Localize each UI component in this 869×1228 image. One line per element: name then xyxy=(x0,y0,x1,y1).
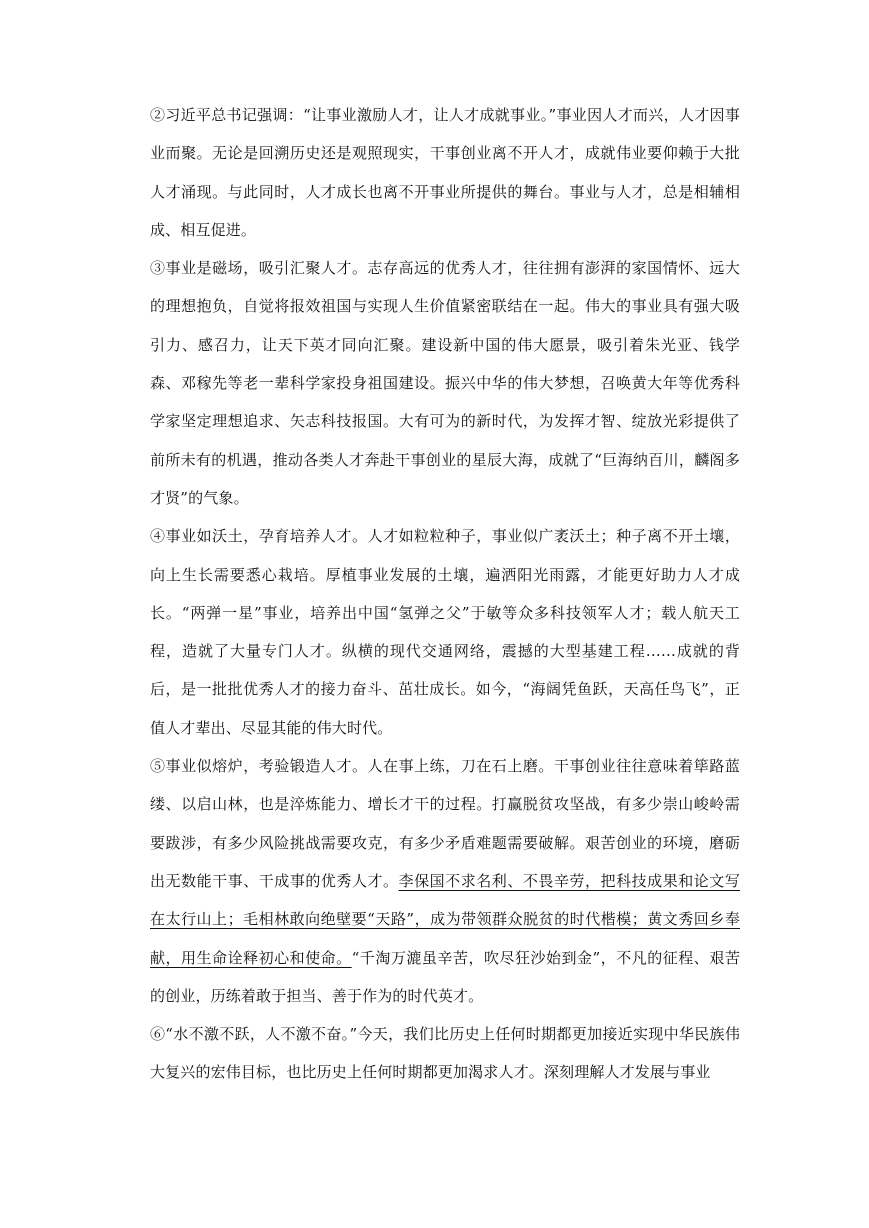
paragraph-4-text: ④事业如沃土，孕育培养人才。人才如粒粒种子，事业似广袤沃土；种子离不开土壤，向上生长需要悉心栽培。厚植事业发展的土壤，遍洒阳光雨露，才能更好助力人才成长。“两弹一星”事业，培养出中国“氢弹之父”于敏等众多科技领军人才；载人航天工程，造就了大量专门人才。纵横的现代交通网络，震撼的大型基建工程……成就的背后，是一批批优秀人才的接力奋斗、茁壮成长。如今，“海阔凭鱼跃，天高任鸟飞”，正值人才辈出、尽显其能的伟大时代。 xyxy=(150,527,740,737)
paragraph-5-underlined-examples: 李保国不求名利、不畏辛劳，把科技成果和论文写在太行山上；毛相林敢向绝壁要“天路”，成为带领群众脱贫的时代楷模；黄文秀回乡奉献，用生命诠释初心和使命。 xyxy=(150,871,740,967)
paragraph-4 xyxy=(150,517,740,747)
article-body xyxy=(150,96,740,1092)
paragraph-3 xyxy=(150,249,740,517)
paragraph-2 xyxy=(150,96,740,249)
paragraph-5 xyxy=(150,747,740,1015)
paragraph-6-text: ⑥“水不激不跃，人不激不奋。”今天，我们比历史上任何时期都更加接近实现中华民族伟大复兴的宏伟目标，也比历史上任何时期都更加渴求人才。深刻理解人才发展与事业 xyxy=(150,1025,740,1082)
paragraph-6 xyxy=(150,1015,740,1092)
paragraph-5-text-end: “千淘万漉虽辛苦，吹尽狂沙始到金”，不凡的征程、艰苦的创业，历练着敢于担当、善于作为的时代英才。 xyxy=(150,948,740,1005)
paragraph-3-text: ③事业是磁场，吸引汇聚人才。志存高远的优秀人才，往往拥有澎湃的家国情怀、远大的理想抱负，自觉将报效祖国与实现人生价值紧密联结在一起。伟大的事业具有强大吸引力、感召力，让天下英才同向汇聚。建设新中国的伟大愿景，吸引着朱光亚、钱学森、邓稼先等老一辈科学家投身祖国建设。振兴中华的伟大梦想，召唤黄大年等优秀科学家坚定理想追求、矢志科技报国。大有可为的新时代，为发挥才智、绽放光彩提供了前所未有的机遇，推动各类人才奔赴干事创业的星辰大海，成就了“巨海纳百川，麟阁多才贤”的气象。 xyxy=(150,259,740,507)
paragraph-5-text: ⑤事业似熔炉，考验锻造人才。人在事上练，刀在石上磨。干事创业往往意味着筚路蓝缕、以启山林，也是淬炼能力、增长才干的过程。打赢脱贫攻坚战，有多少崇山峻岭需要跋涉，有多少风险挑战需要攻克，有多少矛盾难题需要破解。艰苦创业的环境，磨砺出无数能干事、干成事的优秀人才。 xyxy=(150,757,740,890)
paragraph-2-text: ②习近平总书记强调：“让事业激励人才，让人才成就事业。”事业因人才而兴，人才因事业而聚。无论是回溯历史还是观照现实，干事创业离不开人才，成就伟业要仰赖于大批人才涌现。与此同时，人才成长也离不开事业所提供的舞台。事业与人才，总是相辅相成、相互促进。 xyxy=(150,106,740,239)
